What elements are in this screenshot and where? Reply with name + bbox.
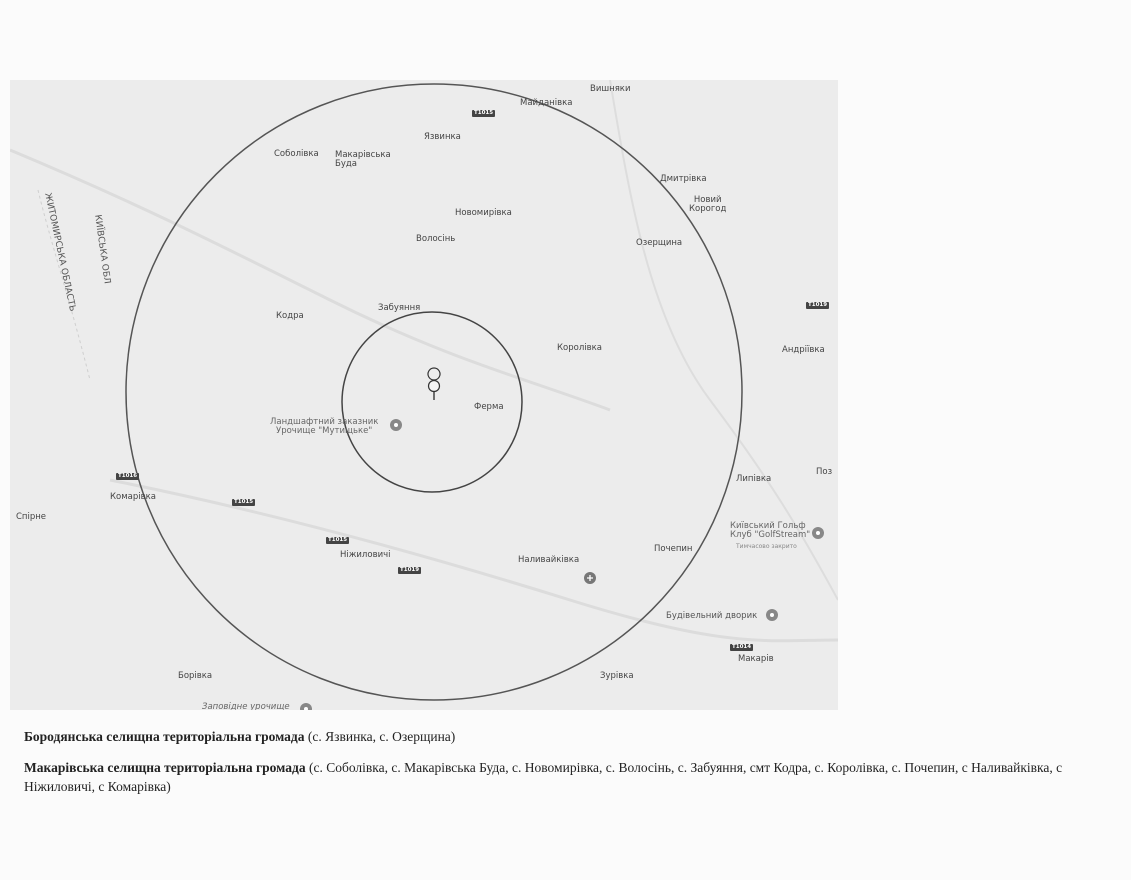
place-label: Ферма <box>474 402 504 412</box>
road-badge: T1019 <box>400 567 420 573</box>
road-line <box>10 150 610 410</box>
place-label: Липівка <box>736 474 772 484</box>
place-label: Волосінь <box>416 234 456 244</box>
place-label: Борівка <box>178 671 213 681</box>
place-label: Королівка <box>557 343 602 353</box>
poi-marker-icon[interactable] <box>766 609 778 621</box>
caption-makariv-title: Макарівська селищна територіальна громада <box>24 760 306 775</box>
region-label-zhytomyr: ЖИТОМИРСЬКА ОБЛАСТЬ <box>42 192 78 313</box>
poi-marker-icon[interactable] <box>812 527 824 539</box>
caption-borodianka-villages: (с. Язвинка, с. Озерщина) <box>304 729 456 744</box>
caption-borodianka <box>24 727 1114 746</box>
place-label: Комарівка <box>110 492 156 502</box>
road-badge: T1019 <box>808 302 828 308</box>
road-badge: T1015 <box>234 499 254 505</box>
place-label: Ландшафтний заказник Урочище "Мутищьке" <box>270 417 379 437</box>
center-pin-icon[interactable] <box>428 368 440 400</box>
place-label: Забуяння <box>378 303 421 313</box>
place-label: Андріївка <box>782 345 825 355</box>
place-label: Зурівка <box>600 671 634 681</box>
poi-marker-icon[interactable] <box>390 419 402 431</box>
caption-makariv-villages: (с. Соболівка, с. Макарівська Буда, с. Новомирівка, с. Волосінь, с. Забуяння, смт Кодра, с. Королівка, с. Почепин, с Наливайківка, с Ніжиловичі, с Комарівка) <box>24 760 1063 794</box>
place-label: Озерщина <box>636 238 683 248</box>
map-area[interactable] <box>10 80 838 710</box>
place-label: Новомирівка <box>455 208 512 218</box>
place-label: Спірне <box>16 512 47 522</box>
road-badge: T1016 <box>118 473 138 479</box>
place-label: Вишняки <box>590 84 631 94</box>
place-label: Майданівка <box>520 98 573 108</box>
poi-marker-icon[interactable] <box>300 703 312 710</box>
place-label: Заповідне урочище <box>202 702 290 710</box>
place-label: Соболівка <box>274 149 319 159</box>
place-label: Почепин <box>654 544 693 554</box>
road-badge: T1014 <box>732 644 752 650</box>
road-badge: T1015 <box>474 110 494 116</box>
place-label: Поз <box>816 467 833 477</box>
place-label: Язвинка <box>424 132 461 142</box>
caption-makariv <box>24 758 1119 796</box>
place-label: Дмитрівка <box>660 174 707 184</box>
place-label: Макарів <box>738 654 774 664</box>
place-label: Будівельний дворик <box>666 611 758 621</box>
road-badge: T1015 <box>328 537 348 543</box>
place-label: Київський Гольф Клуб "GolfStream" <box>730 521 811 541</box>
place-label: Новий Корогод <box>689 195 727 215</box>
place-label: Наливайківка <box>518 555 580 565</box>
place-label: Тимчасово закрито <box>736 543 797 550</box>
place-label: Макарівська Буда <box>335 150 391 170</box>
region-label-kyiv: КИЇВСЬКА ОБЛ <box>92 214 112 285</box>
place-label: Ніжиловичі <box>340 550 391 560</box>
caption-borodianka-title: Бородянська селищна територіальна громада <box>24 729 305 744</box>
place-label: Кодра <box>276 311 304 321</box>
airport-marker-icon[interactable] <box>584 572 596 584</box>
